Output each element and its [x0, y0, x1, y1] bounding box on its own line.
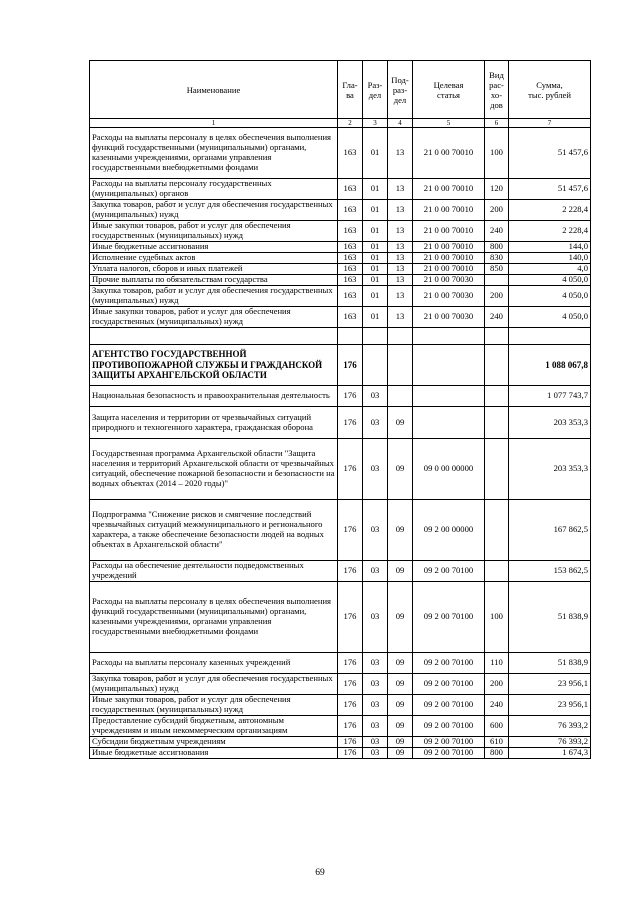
row-glava-cell: 176 [338, 561, 363, 582]
column-number: 4 [388, 119, 413, 128]
row-celevaya-cell: 21 0 00 70030 [413, 307, 485, 328]
row-name-cell: Расходы на выплаты персоналу государственных (муниципальных) органов [90, 179, 338, 200]
table-row [90, 264, 591, 275]
table-row [90, 307, 591, 328]
row-razdel-cell: 03 [363, 716, 388, 737]
row-podrazdel-cell: 09 [388, 695, 413, 716]
row-name-cell: Прочие выплаты по обязательствам государства [90, 275, 338, 286]
row-podrazdel-cell: 13 [388, 253, 413, 264]
row-razdel-cell: 01 [363, 253, 388, 264]
row-razdel-cell: 03 [363, 386, 388, 407]
row-name-cell: Расходы на выплаты персоналу в целях обеспечения выполнения функций государственными (муниципальными) органами, казенными учреждениями, органами управления государственными внебюджетными фондами [90, 128, 338, 179]
row-podrazdel-cell [388, 345, 413, 386]
row-glava-cell: 176 [338, 500, 363, 561]
row-razdel-cell: 01 [363, 307, 388, 328]
row-razdel-cell: 01 [363, 128, 388, 179]
row-name-cell: Иные закупки товаров, работ и услуг для обеспечения государственных (муниципальных) нужд [90, 307, 338, 328]
row-vid-cell: 100 [485, 582, 509, 653]
row-summa-cell: 1 088 067,8 [509, 345, 591, 386]
row-name-cell: Расходы на обеспечение деятельности подведомственных учреждений [90, 561, 338, 582]
row-vid-cell [485, 386, 509, 407]
header-glava: Гла- ва [338, 61, 363, 119]
row-podrazdel-cell: 13 [388, 221, 413, 242]
row-razdel-cell: 03 [363, 695, 388, 716]
table-row [90, 695, 591, 716]
table-row [90, 221, 591, 242]
row-podrazdel-cell: 09 [388, 407, 413, 439]
table-row [90, 242, 591, 253]
row-glava-cell: 176 [338, 748, 363, 759]
row-glava-cell: 176 [338, 407, 363, 439]
row-celevaya-cell [413, 407, 485, 439]
row-glava-cell: 176 [338, 737, 363, 748]
row-vid-cell [485, 345, 509, 386]
column-number: 2 [338, 119, 363, 128]
row-podrazdel-cell: 13 [388, 200, 413, 221]
row-podrazdel-cell: 13 [388, 264, 413, 275]
row-name-cell: Уплата налогов, сборов и иных платежей [90, 264, 338, 275]
row-summa-cell: 4,0 [509, 264, 591, 275]
row-vid-cell: 240 [485, 695, 509, 716]
table-row [90, 128, 591, 179]
row-name-cell [90, 328, 338, 345]
row-glava-cell: 176 [338, 345, 363, 386]
row-vid-cell [485, 275, 509, 286]
table-row [90, 275, 591, 286]
column-number: 3 [363, 119, 388, 128]
row-glava-cell: 163 [338, 221, 363, 242]
row-razdel-cell: 01 [363, 242, 388, 253]
row-vid-cell: 240 [485, 221, 509, 242]
row-name-cell: Государственная программа Архангельской области "Защита населения и территорий Архангельской области от чрезвычайных ситуаций, обеспечение пожарной безопасности и безопасности на водных объектах (2014 – 2020 годы)" [90, 439, 338, 500]
row-name-cell: Закупка товаров, работ и услуг для обеспечения государственных (муниципальных) нужд [90, 674, 338, 695]
row-name-cell: Закупка товаров, работ и услуг для обеспечения государственных (муниципальных) нужд [90, 200, 338, 221]
row-vid-cell: 800 [485, 242, 509, 253]
row-vid-cell [485, 328, 509, 345]
row-name-cell: Исполнение судебных актов [90, 253, 338, 264]
table-row [90, 439, 591, 500]
row-celevaya-cell: 21 0 00 70010 [413, 253, 485, 264]
row-glava-cell: 163 [338, 307, 363, 328]
row-name-cell: Иные бюджетные ассигнования [90, 242, 338, 253]
row-summa-cell: 51 838,9 [509, 653, 591, 674]
row-summa-cell: 203 353,3 [509, 439, 591, 500]
row-celevaya-cell [413, 345, 485, 386]
column-number: 5 [413, 119, 485, 128]
budget-table [89, 60, 591, 759]
header-summa: Сумма, тыс. рублей [509, 61, 591, 119]
table-row [90, 253, 591, 264]
row-celevaya-cell: 21 0 00 70030 [413, 286, 485, 307]
row-summa-cell: 1 077 743,7 [509, 386, 591, 407]
row-razdel-cell: 03 [363, 439, 388, 500]
table-row [90, 407, 591, 439]
table-header-row [90, 61, 591, 119]
row-vid-cell [485, 500, 509, 561]
table-row [90, 286, 591, 307]
row-podrazdel-cell [388, 328, 413, 345]
row-celevaya-cell: 09 2 00 70100 [413, 674, 485, 695]
row-vid-cell: 830 [485, 253, 509, 264]
row-glava-cell: 163 [338, 286, 363, 307]
row-name-cell: АГЕНТСТВО ГОСУДАРСТВЕННОЙ ПРОТИВОПОЖАРНОЙ СЛУЖБЫ И ГРАЖДАНСКОЙ ЗАЩИТЫ АРХАНГЕЛЬСКОЙ ОБЛАСТИ [90, 345, 338, 386]
row-name-cell: Предоставление субсидий бюджетным, автономным учреждениям и иным некоммерческим организациям [90, 716, 338, 737]
row-razdel-cell: 03 [363, 582, 388, 653]
row-celevaya-cell: 09 2 00 70100 [413, 653, 485, 674]
row-summa-cell: 23 956,1 [509, 674, 591, 695]
table-row [90, 582, 591, 653]
row-razdel-cell: 03 [363, 653, 388, 674]
row-celevaya-cell: 09 0 00 00000 [413, 439, 485, 500]
row-glava-cell [338, 328, 363, 345]
column-number: 7 [509, 119, 591, 128]
row-vid-cell: 200 [485, 286, 509, 307]
row-glava-cell: 176 [338, 653, 363, 674]
row-razdel-cell [363, 328, 388, 345]
row-celevaya-cell: 09 2 00 70100 [413, 582, 485, 653]
row-podrazdel-cell: 09 [388, 561, 413, 582]
header-podrazdel: Под- раз- дел [388, 61, 413, 119]
column-number-row [90, 119, 591, 128]
row-razdel-cell: 01 [363, 286, 388, 307]
page-number: 69 [315, 868, 325, 878]
row-vid-cell: 110 [485, 653, 509, 674]
row-summa-cell: 51 457,6 [509, 128, 591, 179]
row-vid-cell: 800 [485, 748, 509, 759]
row-glava-cell: 176 [338, 386, 363, 407]
row-glava-cell: 176 [338, 582, 363, 653]
row-podrazdel-cell: 13 [388, 179, 413, 200]
row-podrazdel-cell: 13 [388, 307, 413, 328]
row-summa-cell: 1 674,3 [509, 748, 591, 759]
header-vid: Вид рас- хо- дов [485, 61, 509, 119]
row-razdel-cell: 01 [363, 179, 388, 200]
row-summa-cell: 167 862,5 [509, 500, 591, 561]
row-razdel-cell: 03 [363, 561, 388, 582]
row-glava-cell: 176 [338, 674, 363, 695]
table-row [90, 561, 591, 582]
row-summa-cell: 76 393,2 [509, 737, 591, 748]
row-podrazdel-cell: 09 [388, 439, 413, 500]
row-razdel-cell: 01 [363, 221, 388, 242]
table-row [90, 737, 591, 748]
row-summa-cell: 153 862,5 [509, 561, 591, 582]
row-podrazdel-cell [388, 386, 413, 407]
row-podrazdel-cell: 09 [388, 653, 413, 674]
table-row [90, 653, 591, 674]
header-razdel: Раз- дел [363, 61, 388, 119]
row-razdel-cell: 03 [363, 674, 388, 695]
table-row-agency [90, 345, 591, 386]
table-row [90, 386, 591, 407]
row-summa-cell: 23 956,1 [509, 695, 591, 716]
row-celevaya-cell: 09 2 00 70100 [413, 716, 485, 737]
row-podrazdel-cell: 09 [388, 500, 413, 561]
row-celevaya-cell: 21 0 00 70010 [413, 128, 485, 179]
row-summa-cell: 140,0 [509, 253, 591, 264]
row-glava-cell: 176 [338, 695, 363, 716]
row-razdel-cell: 03 [363, 500, 388, 561]
row-celevaya-cell: 21 0 00 70010 [413, 221, 485, 242]
row-podrazdel-cell: 09 [388, 582, 413, 653]
row-summa-cell: 4 050,0 [509, 275, 591, 286]
header-celevaya: Целевая статья [413, 61, 485, 119]
row-summa-cell: 2 228,4 [509, 200, 591, 221]
row-name-cell: Национальная безопасность и правоохранительная деятельность [90, 386, 338, 407]
row-vid-cell: 600 [485, 716, 509, 737]
column-number: 6 [485, 119, 509, 128]
row-glava-cell: 163 [338, 128, 363, 179]
row-celevaya-cell [413, 328, 485, 345]
row-summa-cell: 4 050,0 [509, 307, 591, 328]
row-celevaya-cell: 09 2 00 70100 [413, 561, 485, 582]
header-name: Наименование [90, 61, 338, 119]
row-celevaya-cell: 21 0 00 70030 [413, 275, 485, 286]
row-podrazdel-cell: 09 [388, 737, 413, 748]
row-razdel-cell: 03 [363, 407, 388, 439]
row-name-cell: Защита населения и территории от чрезвычайных ситуаций природного и техногенного характера, гражданская оборона [90, 407, 338, 439]
row-vid-cell [485, 561, 509, 582]
row-name-cell: Расходы на выплаты персоналу в целях обеспечения выполнения функций государственными (муниципальными) органами, казенными учреждениями, органами управления государственными внебюджетными фондами [90, 582, 338, 653]
table-row-spacer [90, 328, 591, 345]
table-row [90, 200, 591, 221]
row-glava-cell: 163 [338, 200, 363, 221]
row-celevaya-cell: 21 0 00 70010 [413, 242, 485, 253]
row-glava-cell: 163 [338, 179, 363, 200]
row-name-cell: Закупка товаров, работ и услуг для обеспечения государственных (муниципальных) нужд [90, 286, 338, 307]
row-summa-cell [509, 328, 591, 345]
row-razdel-cell [363, 345, 388, 386]
row-glava-cell: 163 [338, 264, 363, 275]
row-summa-cell: 76 393,2 [509, 716, 591, 737]
row-name-cell: Расходы на выплаты персоналу казенных учреждений [90, 653, 338, 674]
column-number: 1 [90, 119, 338, 128]
row-podrazdel-cell: 13 [388, 286, 413, 307]
row-name-cell: Иные закупки товаров, работ и услуг для обеспечения государственных (муниципальных) нужд [90, 695, 338, 716]
row-summa-cell: 144,0 [509, 242, 591, 253]
row-celevaya-cell: 09 2 00 70100 [413, 737, 485, 748]
table-row [90, 716, 591, 737]
row-celevaya-cell: 09 2 00 70100 [413, 695, 485, 716]
row-celevaya-cell: 09 2 00 00000 [413, 500, 485, 561]
row-glava-cell: 163 [338, 253, 363, 264]
row-glava-cell: 176 [338, 716, 363, 737]
row-glava-cell: 163 [338, 242, 363, 253]
row-name-cell: Иные бюджетные ассигнования [90, 748, 338, 759]
row-razdel-cell: 03 [363, 748, 388, 759]
row-summa-cell: 51 457,6 [509, 179, 591, 200]
row-summa-cell: 203 353,3 [509, 407, 591, 439]
table-row [90, 179, 591, 200]
row-vid-cell: 200 [485, 200, 509, 221]
row-name-cell: Иные закупки товаров, работ и услуг для обеспечения государственных (муниципальных) нужд [90, 221, 338, 242]
row-vid-cell: 100 [485, 128, 509, 179]
row-summa-cell: 2 228,4 [509, 221, 591, 242]
row-razdel-cell: 01 [363, 275, 388, 286]
row-podrazdel-cell: 13 [388, 275, 413, 286]
row-celevaya-cell: 21 0 00 70010 [413, 264, 485, 275]
row-podrazdel-cell: 09 [388, 674, 413, 695]
row-razdel-cell: 03 [363, 737, 388, 748]
row-vid-cell: 850 [485, 264, 509, 275]
row-podrazdel-cell: 13 [388, 128, 413, 179]
row-glava-cell: 176 [338, 439, 363, 500]
row-razdel-cell: 01 [363, 264, 388, 275]
row-razdel-cell: 01 [363, 200, 388, 221]
row-podrazdel-cell: 09 [388, 716, 413, 737]
row-vid-cell [485, 439, 509, 500]
row-summa-cell: 4 050,0 [509, 286, 591, 307]
row-vid-cell: 200 [485, 674, 509, 695]
row-celevaya-cell: 21 0 00 70010 [413, 200, 485, 221]
table-row [90, 748, 591, 759]
row-vid-cell: 120 [485, 179, 509, 200]
row-vid-cell [485, 407, 509, 439]
row-summa-cell: 51 838,9 [509, 582, 591, 653]
row-glava-cell: 163 [338, 275, 363, 286]
row-vid-cell: 610 [485, 737, 509, 748]
row-podrazdel-cell: 09 [388, 748, 413, 759]
table-row [90, 500, 591, 561]
row-name-cell: Субсидии бюджетным учреждениям [90, 737, 338, 748]
row-celevaya-cell [413, 386, 485, 407]
document-page [89, 60, 590, 759]
row-vid-cell: 240 [485, 307, 509, 328]
row-celevaya-cell: 09 2 00 70100 [413, 748, 485, 759]
row-celevaya-cell: 21 0 00 70010 [413, 179, 485, 200]
row-podrazdel-cell: 13 [388, 242, 413, 253]
table-row [90, 674, 591, 695]
row-name-cell: Подпрограмма "Снижение рисков и смягчение последствий чрезвычайных ситуаций межмуниципального и регионального характера, а также обеспечение безопасности людей на водных объектах в Архангельской области" [90, 500, 338, 561]
